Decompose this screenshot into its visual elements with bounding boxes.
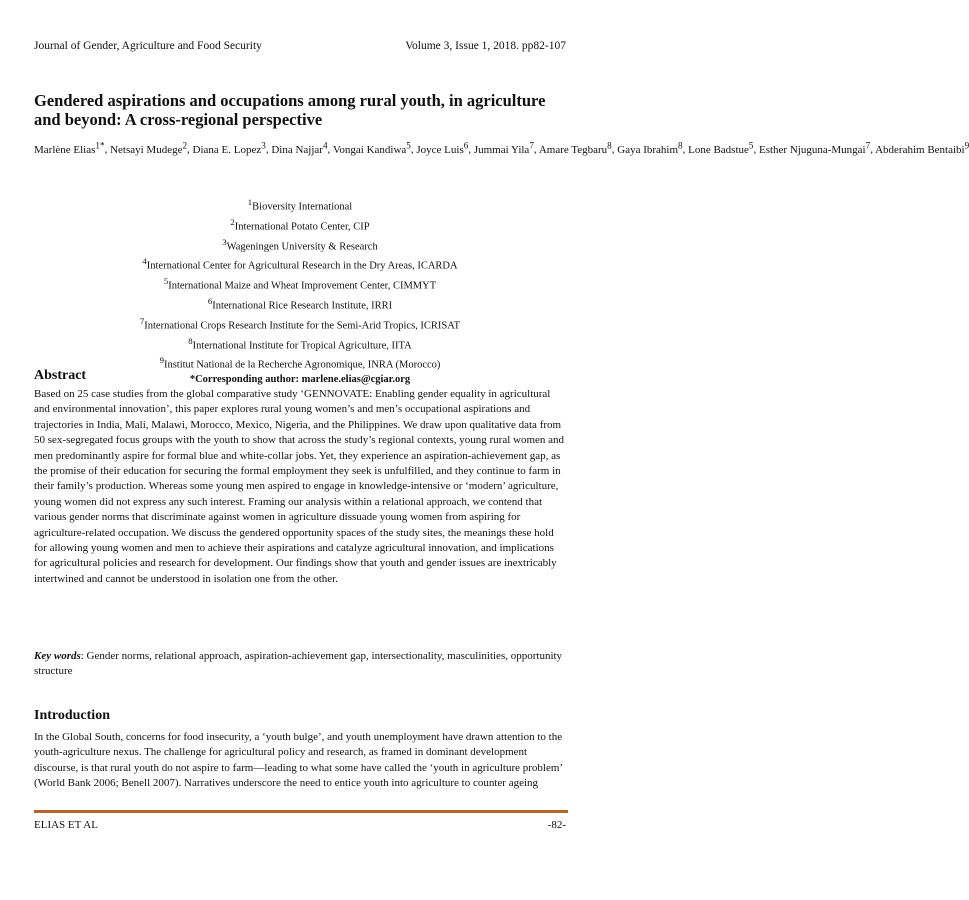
- author-affiliation-marker: 4: [322, 140, 328, 150]
- affiliation-text: Wageningen University & Research: [226, 241, 378, 253]
- affiliation-text: International Center for Agricultural Research in the Dry Areas, ICARDA: [146, 260, 458, 272]
- author-name-text: Joyce Luis: [416, 143, 464, 156]
- affiliation-text: International Potato Center, CIP: [234, 221, 370, 233]
- affiliation-marker: 4: [142, 256, 147, 267]
- author-name-text: Lone Badstue: [688, 143, 749, 156]
- affiliation-list: [34, 195, 566, 387]
- footer-rule: [34, 810, 568, 813]
- affiliation-text: International Institute for Tropical Agriculture, IITA: [192, 340, 412, 352]
- affiliation-marker: 9: [159, 355, 164, 366]
- keywords-text: : Gender norms, relational approach, aspiration-achievement gap, intersectionality, masculinities, opportunity structure: [34, 650, 563, 678]
- keywords: [34, 649, 568, 680]
- author-name: [110, 140, 188, 156]
- running-header: [34, 40, 566, 52]
- author-affiliation-marker: 3: [261, 140, 266, 150]
- affiliation-marker: 7: [139, 315, 145, 326]
- author-name: [416, 140, 469, 156]
- author-affiliation-marker: 6: [463, 140, 469, 150]
- abstract-body: Based on 25 case studies from the global comparative study ‘GENNOVATE: Enabling gender equality in agricultural and environmental innovation’, this paper explores rural young women’s and men’s occupational aspirations and trajectories in India, Mali, Malawi, Morocco, Mexico, Nigeria, and the Philippines. We draw upon qualitative data from 50 sex-segregated focus groups with the youth to show that across the study’s regional contexts, young rural women and men predominantly aspire for formal blue and white-collar jobs. Yet, they experience an aspiration-achievement gap, as the promise of their education for securing the formal employment they seek is unfulfilled, and they continue to farm in their family’s production. Whereas some young men aspired to engage in knowledge-intensive or ‘modern’ agriculture, young women did not express any such interest. Framing our analysis within a relational approach, we contend that various gender norms that discriminate against women in agriculture dissuade young women from aspiring for agriculture-related occupation. We discuss the gendered opportunity spaces of the study sites, the meanings these hold for allowing young women and men to achieve their aspirations and catalyze agricultural innovation, and implications for agricultural policies and research for development. Our findings show that youth and gender issues are inextricably intertwined and cannot be understood in isolation one from the other.: [34, 388, 565, 585]
- affiliation-marker: 8: [188, 335, 193, 346]
- author-list: Marlène Elias$^{1*}$, Netsayi Mudege$^2$, Diana E. Lopez$^3$, Dina Najjar$^4$, Vongai Kandiwa$^5$, Joyce Luis$^6$, Jummai Yila$^7$, Amare Tegbaru$^8$, Gaya Ibrahim$^8$, Lone Badstue$^5$, Esther Njuguna-Mungai$^7$, Abderahim Bentaibi$^9$: [34, 140, 969, 156]
- author-name-text: Marlène Elias: [34, 143, 96, 156]
- affiliation-line: [34, 215, 566, 235]
- author-affiliation-marker: 8: [607, 140, 612, 150]
- author-name-text: Dina Najjar: [271, 143, 323, 156]
- author-name-text: Abderahim Bentaibi: [875, 143, 965, 156]
- keywords-label: Key words: [34, 650, 81, 662]
- volume-info: Volume 3, Issue 1, 2018. pp82-107: [405, 40, 566, 52]
- affiliation-line: [34, 314, 566, 334]
- author-name-text: Gaya Ibrahim: [617, 143, 679, 156]
- author-name: [192, 140, 266, 156]
- author-name: [473, 140, 534, 156]
- author-name: [875, 140, 969, 156]
- author-name-text: Esther Njuguna-Mungai: [758, 143, 866, 156]
- author-name: [688, 140, 754, 156]
- journal-name: Journal of Gender, Agriculture and Food Security: [34, 40, 262, 52]
- corresponding-author: *Corresponding author: marlene.elias@cgiar.org: [189, 374, 411, 386]
- affiliation-text: Institut National de la Recherche Agronomique, INRA (Morocco): [163, 359, 441, 371]
- affiliation-marker: 1: [247, 197, 253, 207]
- affiliation-text: International Maize and Wheat Improvement Center, CIMMYT: [168, 280, 437, 292]
- author-affiliation-marker: 8: [678, 140, 683, 150]
- author-name-text: Vongai Kandiwa: [332, 143, 407, 156]
- page-number: -82-: [547, 819, 566, 831]
- affiliation-text: Bioversity International: [252, 201, 353, 213]
- footer-authors: ELIAS ET AL: [34, 819, 98, 831]
- author-affiliation-marker: 7: [529, 140, 534, 150]
- affiliation-text: International Rice Research Institute, IRRI: [212, 300, 393, 312]
- page-footer: [34, 819, 566, 831]
- author-name-text: Amare Tegbaru: [538, 143, 608, 156]
- author-name: [271, 140, 328, 156]
- author-name: [758, 140, 871, 156]
- affiliation-text: International Crops Research Institute for the Semi-Arid Tropics, ICRISAT: [144, 320, 461, 332]
- affiliation-marker: 6: [207, 295, 213, 306]
- affiliation-line: [34, 195, 566, 215]
- affiliation-line: [34, 254, 566, 274]
- author-name-text: Netsayi Mudege: [110, 143, 183, 156]
- affiliation-line: [34, 274, 566, 294]
- author-name-text: Diana E. Lopez: [192, 143, 262, 156]
- author-name: [617, 140, 683, 156]
- affiliation-marker: 2: [230, 216, 235, 227]
- author-name: [34, 140, 105, 156]
- author-affiliation-marker: 2: [182, 140, 188, 150]
- author-name: [538, 140, 612, 156]
- author-name-text: Jummai Yila: [473, 143, 530, 156]
- introduction-body: In the Global South, concerns for food insecurity, a ‘youth bulge’, and youth unemployment have drawn attention to the youth-agriculture nexus. The challenge for agricultural policy and research, as framed in dominant development discourse, is that rural youth do not aspire to farm—leading to what some have called the ‘youth in agriculture problem’ (World Bank 2006; Benell 2007). Narratives underscore the need to entice youth into agriculture to counter ageing: [34, 731, 563, 790]
- affiliation-marker: 3: [222, 236, 227, 247]
- affiliation-marker: 5: [163, 276, 169, 287]
- affiliation-line: [34, 294, 566, 314]
- author-affiliation-marker: 1*: [95, 140, 105, 150]
- affiliation-line: [34, 334, 566, 354]
- introduction-heading: Introduction: [34, 708, 110, 723]
- author-name: [332, 140, 411, 156]
- abstract-heading: Abstract: [34, 368, 87, 383]
- paper-title: Gendered aspirations and occupations among rural youth, in agriculture and beyond: A cross-regional perspective: [34, 91, 546, 129]
- author-affiliation-marker: 5: [748, 140, 754, 150]
- affiliation-line: [34, 235, 566, 255]
- author-affiliation-marker: 5: [406, 140, 411, 150]
- author-affiliation-marker: 7: [865, 140, 871, 150]
- affiliation-line: [34, 353, 566, 373]
- author-affiliation-marker: 9: [964, 140, 969, 150]
